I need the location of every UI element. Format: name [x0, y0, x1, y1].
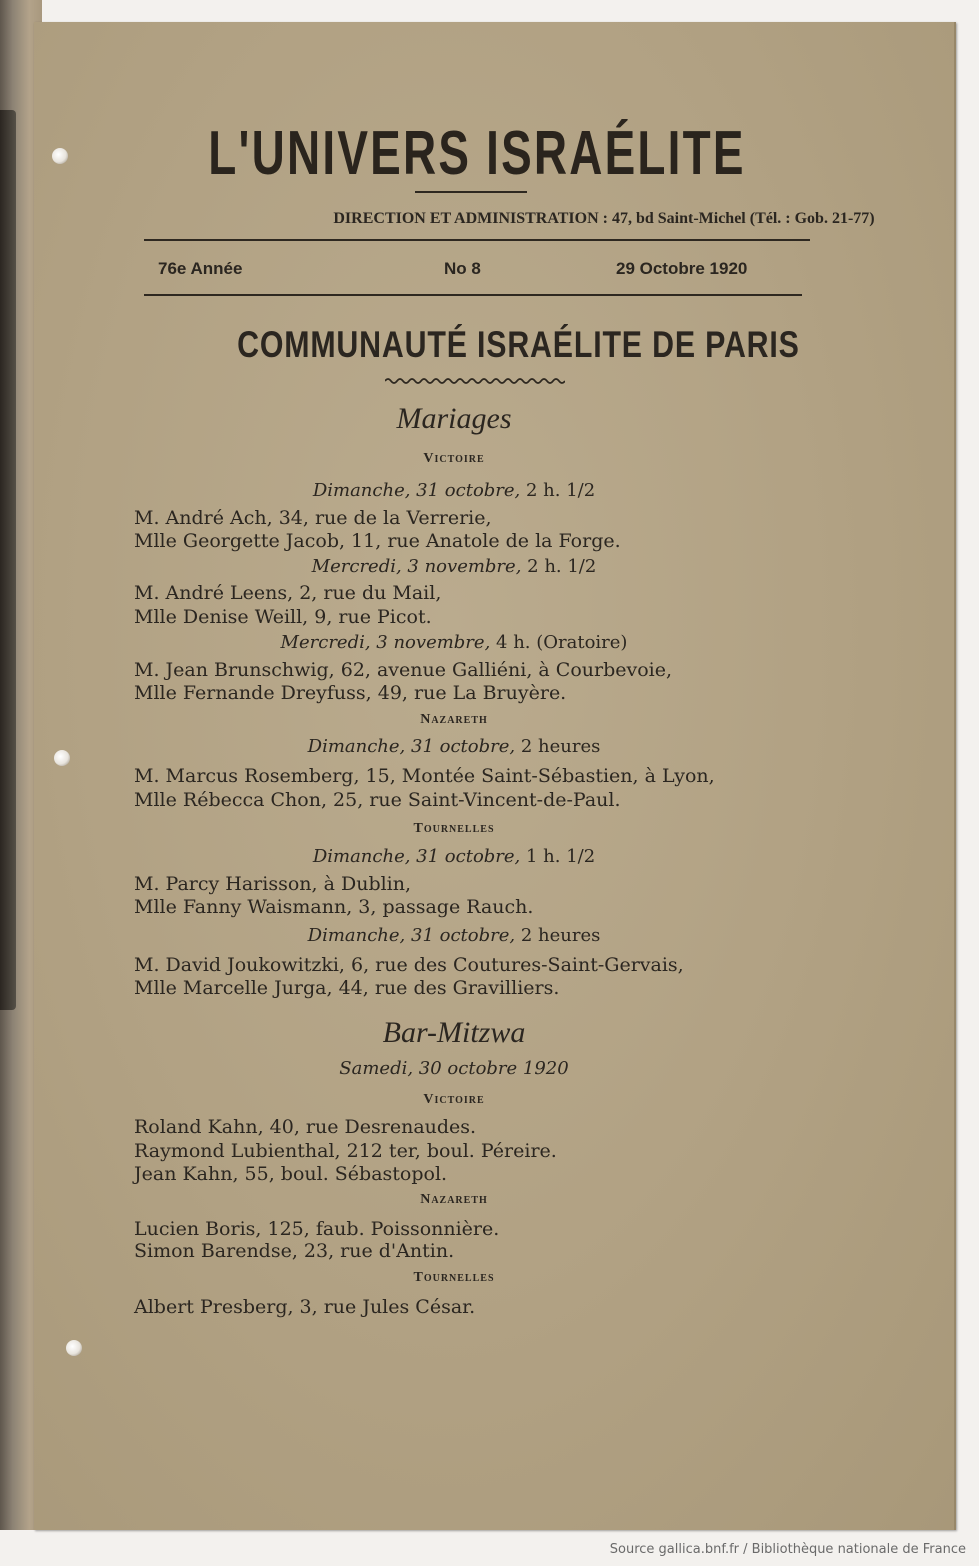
wedding-groom: M. Parcy Harisson, à Dublin, — [134, 873, 412, 895]
synagogue-victoire: Victoire — [423, 1092, 485, 1107]
synagogue-nazareth: Nazareth — [420, 712, 488, 727]
header-rule-top — [144, 239, 810, 241]
bar-mitzwa-date: Samedi, 30 octobre 1920 — [339, 1058, 569, 1079]
wedding-bride: Mlle Rébecca Chon, 25, rue Saint-Vincent-de-Paul. — [134, 789, 621, 811]
wedding-date: Mercredi, 3 novembre, 2 h. 1/2 — [311, 556, 597, 577]
synagogue-victoire: Victoire — [423, 451, 485, 466]
binding-hole — [66, 1340, 82, 1356]
wedding-date: Dimanche, 31 octobre, 1 h. 1/2 — [312, 846, 596, 867]
wedding-groom: M. André Leens, 2, rue du Mail, — [134, 582, 442, 604]
masthead-title: L'UNIVERS ISRAÉLITE — [208, 119, 746, 188]
section-title: COMMUNAUTÉ ISRAÉLITE DE PARIS — [237, 324, 800, 365]
wedding-date: Mercredi, 3 novembre, 4 h. (Oratoire) — [280, 632, 628, 653]
wedding-date: Dimanche, 31 octobre, 2 heures — [307, 736, 601, 757]
bar-mitzwa-entry: Jean Kahn, 55, boul. Sébastopol. — [134, 1163, 448, 1185]
wedding-bride: Mlle Marcelle Jurga, 44, rue des Gravilliers. — [134, 977, 560, 999]
bar-mitzwa-entry: Roland Kahn, 40, rue Desrenaudes. — [134, 1116, 477, 1138]
bar-mitzwa-entry: Raymond Lubienthal, 212 ter, boul. Péreire. — [134, 1140, 557, 1162]
wedding-groom: M. David Joukowitzki, 6, rue des Coutures-Saint-Gervais, — [134, 954, 684, 976]
issue-date: 29 Octobre 1920 — [616, 259, 748, 278]
wavy-divider — [385, 377, 565, 385]
synagogue-tournelles: Tournelles — [413, 1270, 495, 1285]
synagogue-nazareth: Nazareth — [420, 1192, 488, 1207]
bar-mitzwa-entry: Simon Barendse, 23, rue d'Antin. — [134, 1240, 455, 1262]
wedding-date: Dimanche, 31 octobre, 2 heures — [307, 925, 601, 946]
wedding-groom: M. André Ach, 34, rue de la Verrerie, — [134, 507, 492, 529]
bar-mitzwa-heading: Bar-Mitzwa — [382, 1016, 526, 1049]
wedding-date: Dimanche, 31 octobre, 2 h. 1/2 — [312, 480, 596, 501]
wedding-bride: Mlle Fernande Dreyfuss, 49, rue La Bruyère. — [134, 682, 567, 704]
header-rule-bottom — [144, 294, 802, 296]
synagogue-tournelles: Tournelles — [413, 821, 495, 836]
wedding-bride: Mlle Georgette Jacob, 11, rue Anatole de la Forge. — [134, 530, 621, 552]
issue-number: No 8 — [444, 259, 481, 278]
binding-hole — [52, 148, 68, 164]
wedding-groom: M. Jean Brunschwig, 62, avenue Galliéni, à Courbevoie, — [134, 659, 673, 681]
bar-mitzwa-entry: Albert Presberg, 3, rue Jules César. — [134, 1296, 476, 1318]
bar-mitzwa-entry: Lucien Boris, 125, faub. Poissonnière. — [134, 1218, 500, 1240]
document-page — [34, 22, 956, 1530]
mariages-heading: Mariages — [396, 402, 512, 435]
wedding-groom: M. Marcus Rosemberg, 15, Montée Saint-Sébastien, à Lyon, — [134, 765, 715, 787]
direction-address: DIRECTION ET ADMINISTRATION : 47, bd Saint-Michel (Tél. : Gob. 21-77) — [333, 210, 875, 227]
issue-year: 76e Année — [158, 259, 243, 278]
wedding-bride: Mlle Fanny Waismann, 3, passage Rauch. — [134, 896, 534, 918]
masthead-rule — [415, 191, 527, 193]
source-credit: Source gallica.bnf.fr / Bibliothèque nationale de France — [609, 1542, 966, 1557]
wedding-bride: Mlle Denise Weill, 9, rue Picot. — [134, 606, 432, 628]
